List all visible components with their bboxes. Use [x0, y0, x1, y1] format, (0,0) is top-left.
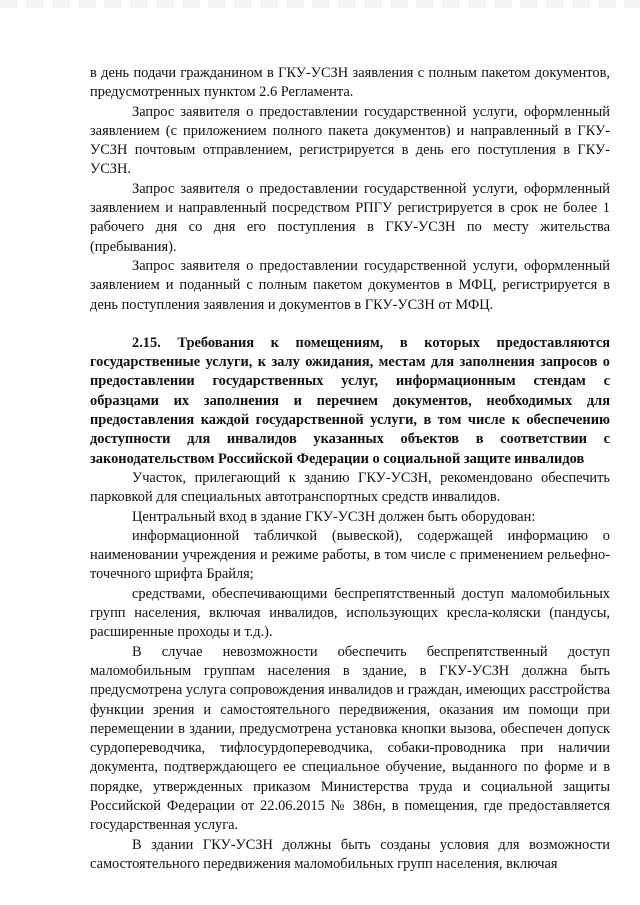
section-heading-2-15: 2.15. Требования к помещениям, в которых предоставляются государственные услуги, к залу ожидания, местам для заполнения запросов о предоставлении государственных услуг, информационным стендам с образцами их заполнения и перечнем документов, необходимых для предоставления каждой государственной услуги, в том числе к обеспечению доступности для инвалидов указанных объектов в соответствии с законодательством Российской Федерации о социальной защите инвалидов [90, 334, 610, 467]
paragraph-movement-conditions: В здании ГКУ-УСЗН должны быть созданы условия для возможности самостоятельного передвижения маломобильных групп населения, включая [90, 836, 610, 872]
scan-edge [0, 0, 640, 8]
paragraph-mail-request: Запрос заявителя о предоставлении государственной услуги, оформленный заявлением (с приложением полного пакета документов) и направленный в ГКУ-УСЗН почтовым отправлением, регистрируется в день его поступления в ГКУ-УСЗН. [90, 103, 610, 178]
paragraph-rpgu-request: Запрос заявителя о предоставлении государственной услуги, оформленный заявлением и направленный посредством РПГУ регистрируется в срок не более 1 рабочего дня со дня его поступления в ГКУ-УСЗН по месту жительства (пребывания). [90, 180, 610, 255]
paragraph-parking: Участок, прилегающий к зданию ГКУ-УСЗН, рекомендовано обеспечить парковкой для специальных автотранспортных средств инвалидов. [90, 469, 610, 506]
list-item-access-means: средствами, обеспечивающими беспрепятственный доступ маломобильных групп населения, включая инвалидов, использующих кресла-коляски (пандусы, расширенные проходы и т.д.). [90, 585, 610, 641]
paragraph-continuation: в день подачи гражданином в ГКУ-УСЗН заявления с полным пакетом документов, предусмотренных пунктом 2.6 Регламента. [90, 65, 610, 101]
paragraph-entrance: Центральный вход в здание ГКУ-УСЗН должен быть оборудован: [132, 508, 536, 525]
document-body [90, 64, 610, 874]
paragraph-accompaniment: В случае невозможности обеспечить беспрепятственный доступ маломобильным группам населения в здание, в ГКУ-УСЗН должна быть предусмотрена услуга сопровождения инвалидов и граждан, имеющих расстройства функции зрения и самостоятельного передвижения, оказания им помощи при перемещении в здании, предусмотрена установка кнопки вызова, обеспечен допуск сурдопереводчика, тифлосурдопереводчика, собаки-проводника при наличии документа, подтверждающего ее специальное обучение, выданного по форме и в порядке, утвержденных приказом Министерства труда и социальной защиты Российской Федерации от 22.06.2015 № 386н, в помещения, где предоставляется государственная услуга. [90, 643, 610, 834]
paragraph-mfc-request: Запрос заявителя о предоставлении государственной услуги, оформленный заявлением и поданный с полным пакетом документов в МФЦ, регистрируется в день поступления заявления и документов в ГКУ-УСЗН от МФЦ. [90, 257, 610, 313]
list-item-signboard: информационной табличкой (вывеской), содержащей информацию о наименовании учреждения и режиме работы, в том числе с применением рельефно-точечного шрифта Брайля; [90, 527, 610, 583]
